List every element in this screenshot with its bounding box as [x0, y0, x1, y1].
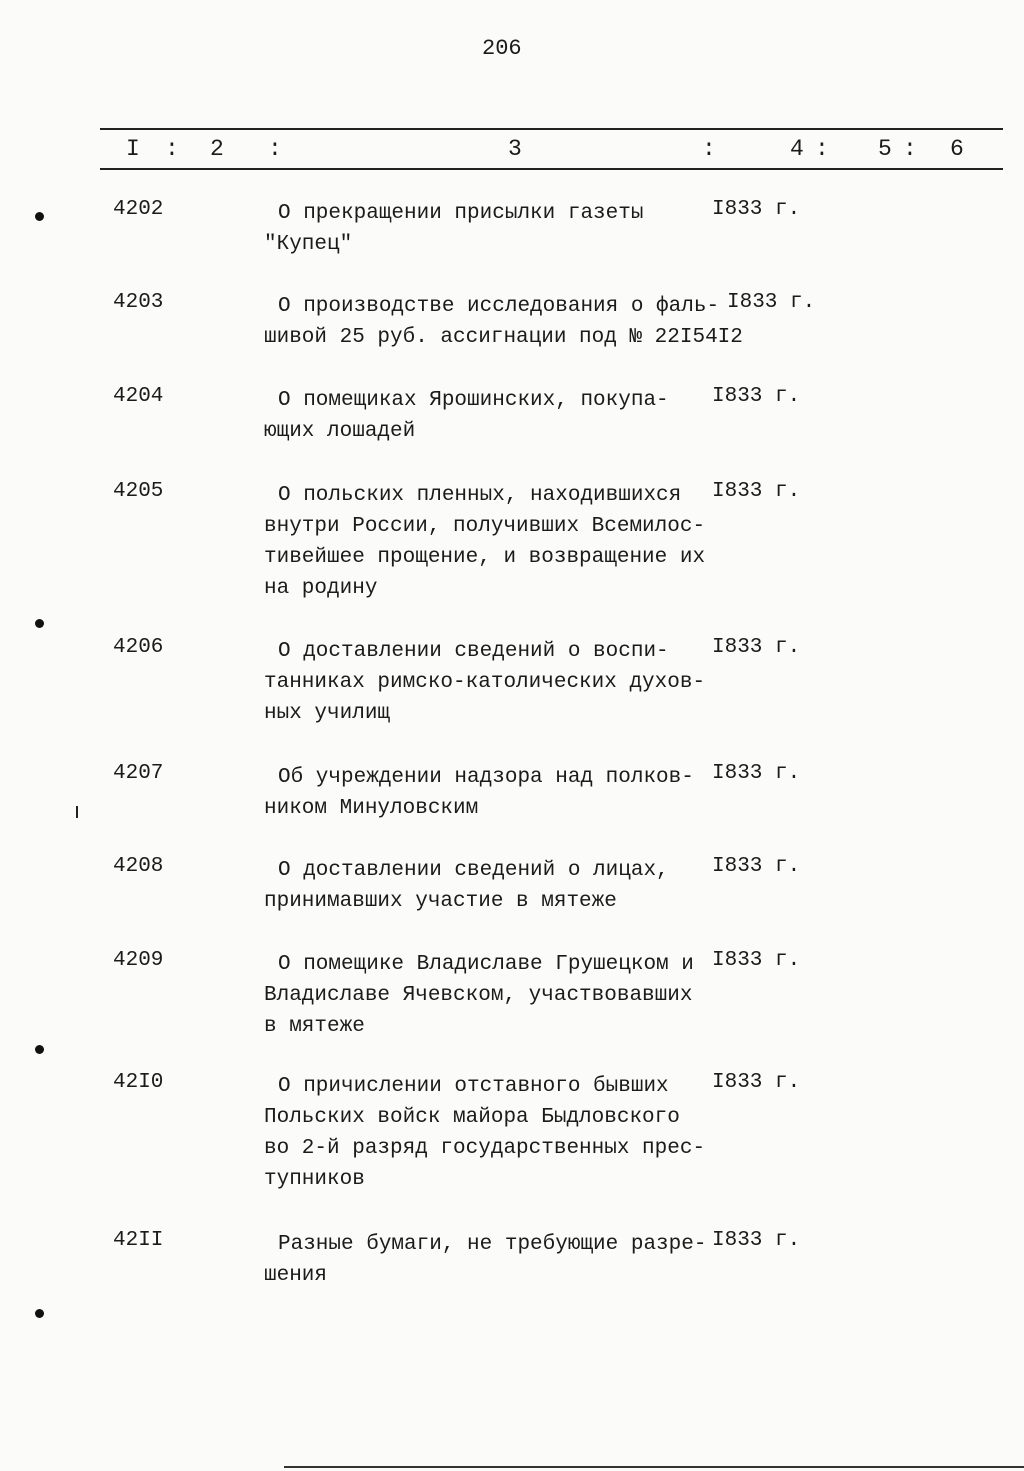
description-line: О причислении отставного бывших: [278, 1075, 669, 1098]
header-separator: :: [903, 136, 917, 162]
case-number: 42I0: [113, 1071, 164, 1094]
description-line: О прекращении присылки газеты: [278, 202, 644, 225]
case-number: 4204: [113, 385, 164, 408]
case-description: [264, 1229, 724, 1291]
case-year: I833 г.: [712, 198, 801, 221]
description-line: танниках римско-католических духов-: [264, 671, 706, 694]
description-line: ных училищ: [264, 702, 391, 725]
page-number: 206: [482, 36, 522, 61]
header-col-6: 6: [950, 136, 964, 162]
description-line: шения: [264, 1264, 328, 1287]
case-year: I833 г.: [712, 1071, 801, 1094]
header-col-2: 2: [210, 136, 224, 162]
case-description: [264, 1071, 724, 1195]
description-line: тупников: [264, 1168, 365, 1191]
case-number: 4203: [113, 291, 164, 314]
description-line: "Купец": [264, 233, 353, 256]
case-description: [264, 855, 724, 917]
case-description: [264, 762, 724, 824]
case-number: 4205: [113, 480, 164, 503]
description-line: принимавших участие в мятеже: [264, 890, 617, 913]
description-line: Об учреждении надзора над полков-: [278, 766, 694, 789]
header-separator: :: [815, 136, 829, 162]
case-year: I833 г.: [727, 291, 816, 314]
footer-rule: [284, 1466, 1024, 1468]
binding-hole-mark: [35, 212, 44, 221]
description-line: О доставлении сведений о воспи-: [278, 640, 669, 663]
case-number: 4202: [113, 198, 164, 221]
binding-hole-mark: [35, 1309, 44, 1318]
description-line: во 2-й разряд государственных прес-: [264, 1137, 706, 1160]
description-line: тивейшее прощение, и возвращение их: [264, 546, 706, 569]
header-rule-top: [100, 128, 1003, 130]
description-line: в мятеже: [264, 1015, 365, 1038]
case-year: I833 г.: [712, 636, 801, 659]
description-line: О польских пленных, находившихся: [278, 484, 682, 507]
case-year: I833 г.: [712, 949, 801, 972]
binding-hole-mark: [35, 619, 44, 628]
case-number: 42II: [113, 1229, 164, 1252]
header-col-1: I: [126, 136, 140, 162]
description-line: Разные бумаги, не требующие разре-: [278, 1233, 707, 1256]
case-description: [264, 385, 724, 447]
case-description: [264, 480, 724, 604]
header-col-3: 3: [508, 136, 522, 162]
description-line: О доставлении сведений о лицах,: [278, 859, 669, 882]
header-separator: :: [702, 136, 716, 162]
margin-mark: [76, 806, 78, 818]
header-separator: :: [165, 136, 179, 162]
description-line: шивой 25 руб. ассигнации под № 22I54I2: [264, 326, 743, 349]
case-year: I833 г.: [712, 762, 801, 785]
header-rule-bottom: [100, 168, 1003, 170]
description-line: О производстве исследования о фаль-: [278, 295, 720, 318]
description-line: внутри России, получивших Всемилос-: [264, 515, 706, 538]
case-year: I833 г.: [712, 385, 801, 408]
header-separator: :: [268, 136, 282, 162]
description-line: Владиславе Ячевском, участвовавших: [264, 984, 693, 1007]
case-year: I833 г.: [712, 1229, 801, 1252]
header-col-5: 5: [878, 136, 892, 162]
description-line: О помещиках Ярошинских, покупа-: [278, 389, 669, 412]
binding-hole-mark: [35, 1045, 44, 1054]
case-year: I833 г.: [712, 480, 801, 503]
case-description: [264, 636, 724, 729]
case-description: [264, 291, 743, 353]
description-line: на родину: [264, 577, 378, 600]
case-year: I833 г.: [712, 855, 801, 878]
case-number: 4208: [113, 855, 164, 878]
description-line: ющих лошадей: [264, 420, 416, 443]
case-description: [264, 949, 724, 1042]
header-col-4: 4: [790, 136, 804, 162]
case-number: 4206: [113, 636, 164, 659]
description-line: ником Минуловским: [264, 797, 479, 820]
description-line: Польских войск майора Быдловского: [264, 1106, 680, 1129]
case-number: 4209: [113, 949, 164, 972]
case-number: 4207: [113, 762, 164, 785]
case-description: [264, 198, 724, 260]
description-line: О помещике Владиславе Грушецком и: [278, 953, 694, 976]
